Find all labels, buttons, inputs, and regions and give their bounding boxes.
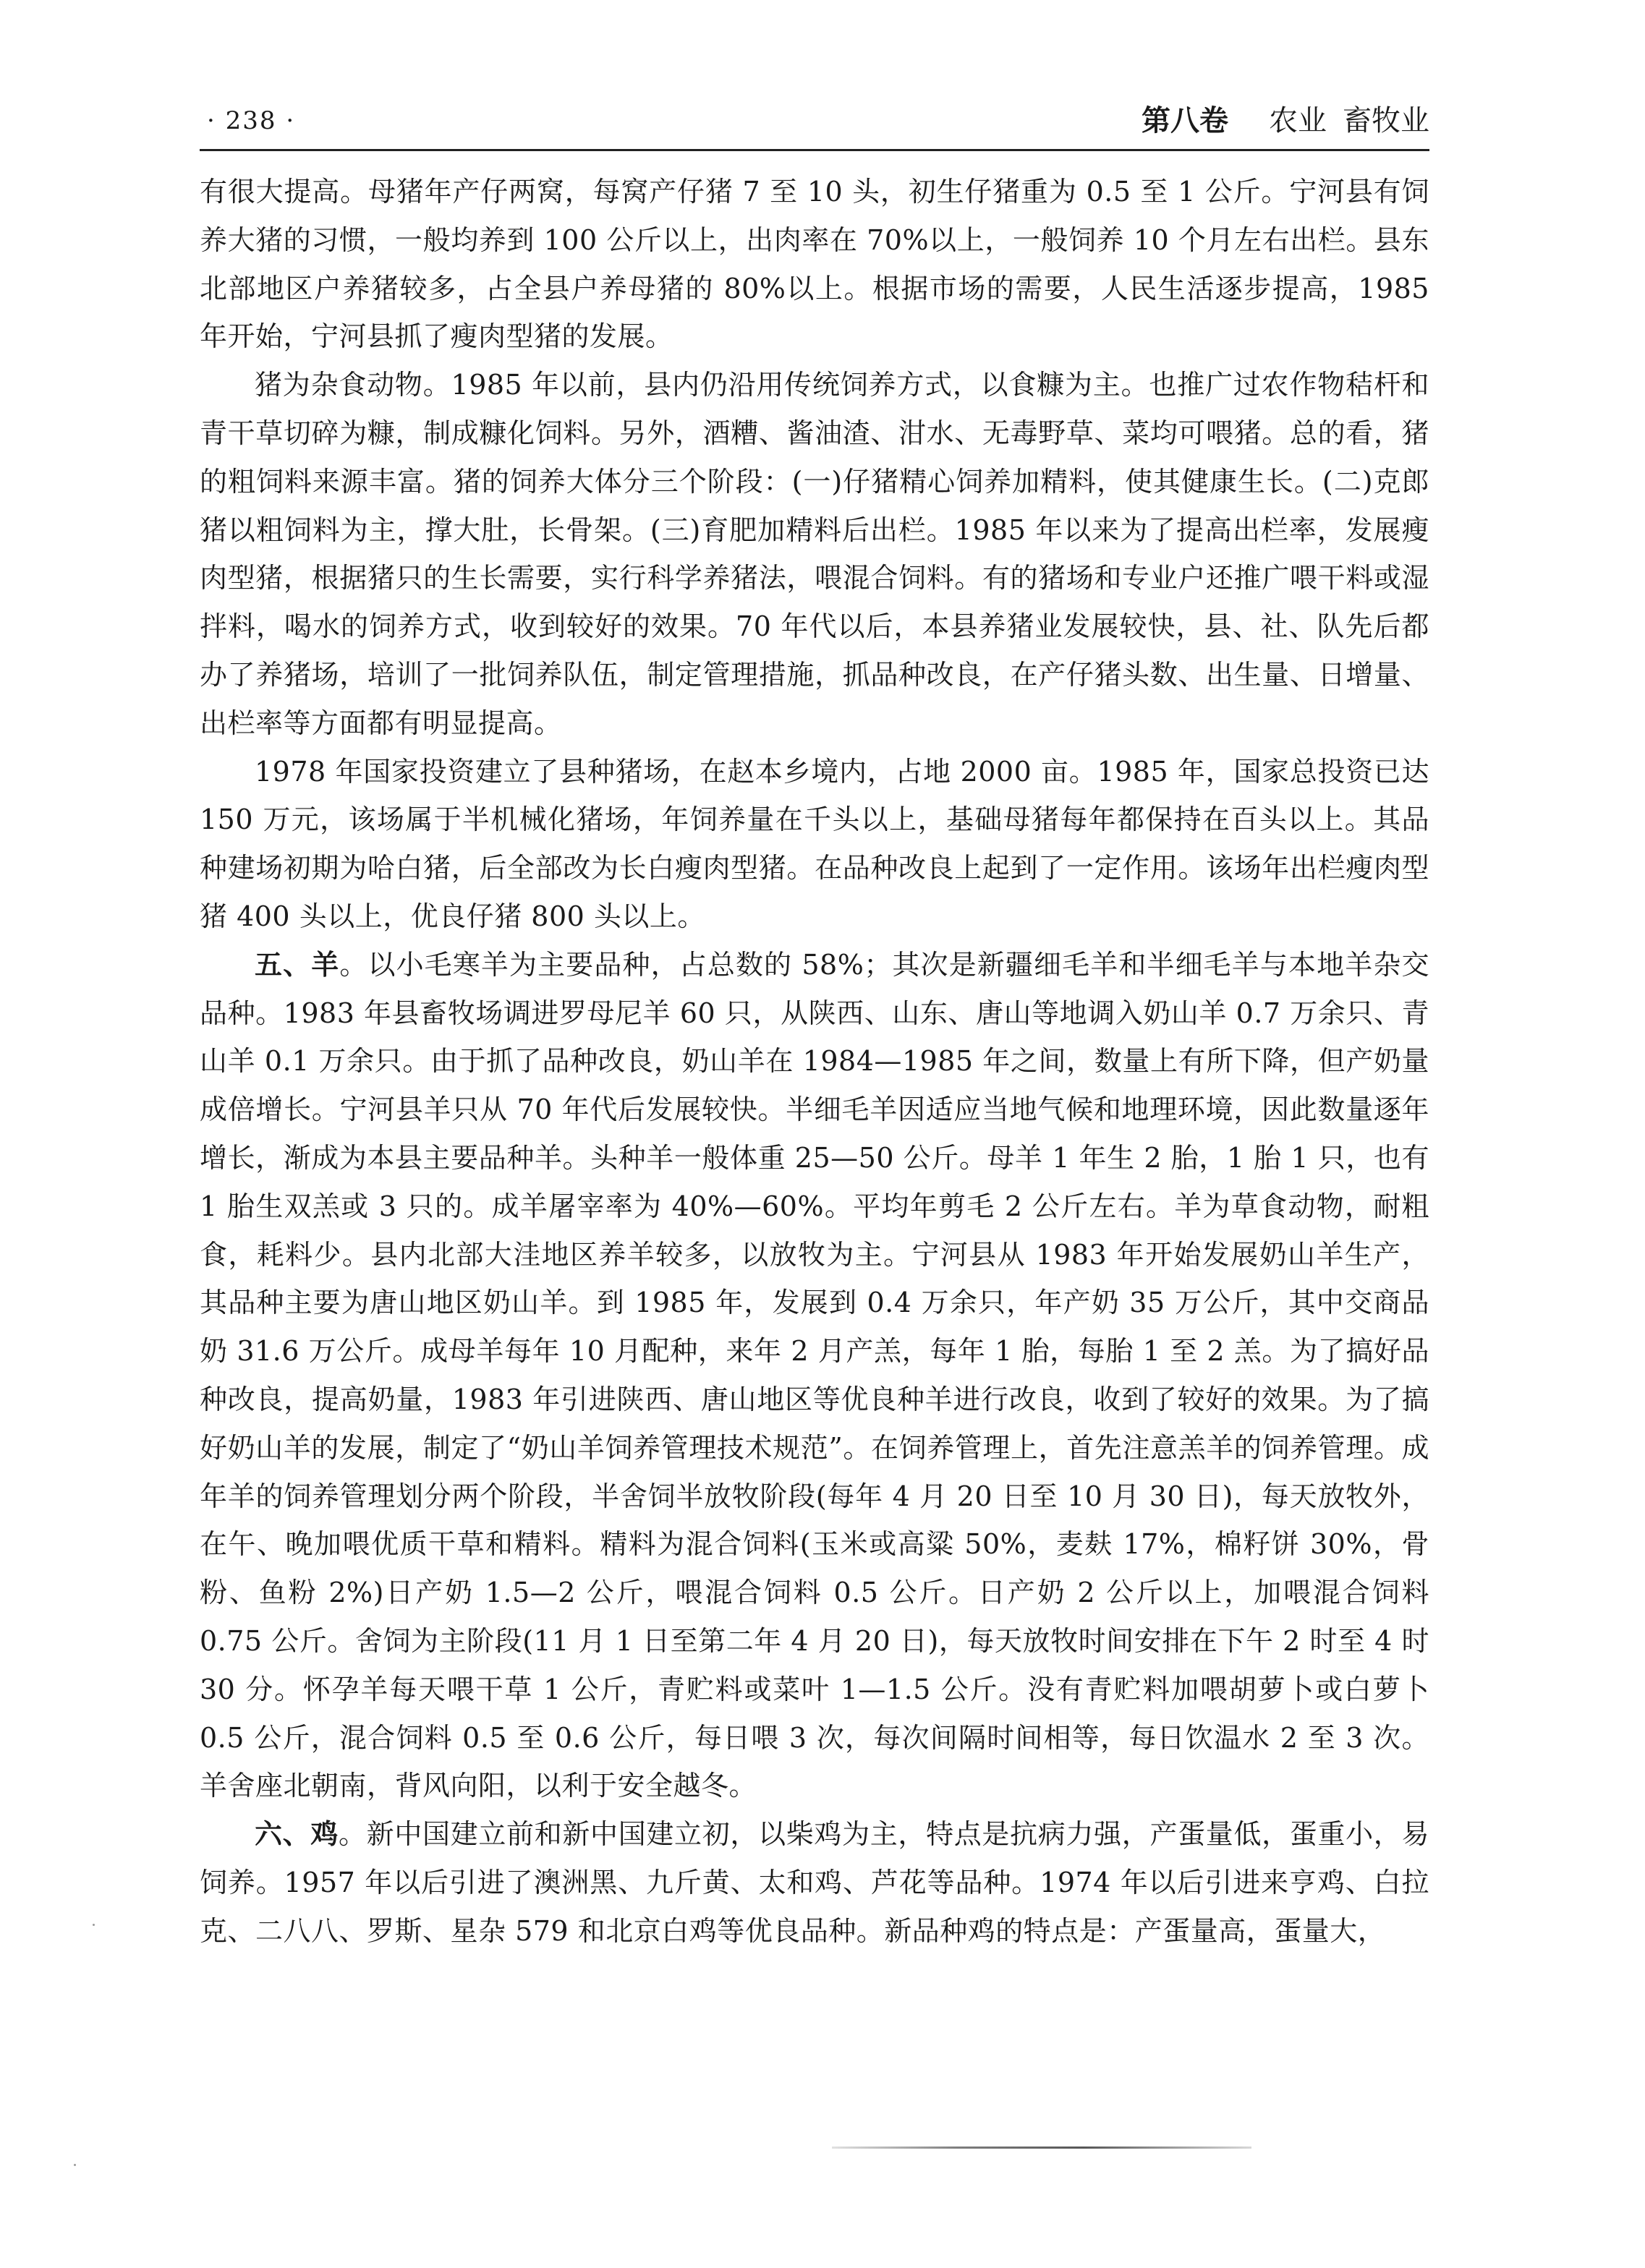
- paragraph-text: 。以小毛寒羊为主要品种，占总数的 58%；其次是新疆细毛羊和半细毛羊与本地羊杂交品种。1983 年县畜牧场调进罗母尼羊 60 只，从陕西、山东、唐山等地调入奶山羊 0.7 万余只、青山羊 0.1 万余只。由于抓了品种改良，奶山羊在 1984—1985 年之间，数量上有所下降，但产奶量成倍增长。宁河县羊只从 70 年代后发展较快。半细毛羊因适应当地气候和地理环境，因此数量逐年增长，渐成为本县主要品种羊。头种羊一般体重 25—50 公斤。母羊 1 年生 2 胎，1 胎 1 只，也有 1 胎生双羔或 3 只的。成羊屠宰率为 40%—60%。平均年剪毛 2 公斤左右。羊为草食动物，耐粗食，耗料少。县内北部大洼地区养羊较多，以放牧为主。宁河县从 1983 年开始发展奶山羊生产，其品种主要为唐山地区奶山羊。到 1985 年，发展到 0.4 万余只，年产奶 35 万公斤，其中交商品奶 31.6 万公斤。成母羊每年 10 月配种，来年 2 月产羔，每年 1 胎，每胎 1 至 2 羔。为了搞好品种改良，提高奶量，1983 年引进陕西、唐山地区等优良种羊进行改良，收到了较好的效果。为了搞好奶山羊的发展，制定了“奶山羊饲养管理技术规范”。在饲养管理上，首先注意羔羊的饲养管理。成年羊的饲养管理划分两个阶段，半舍饲半放牧阶段(每年 4 月 20 日至 10 月 30 日)，每天放牧外，在午、晚加喂优质干草和精料。精料为混合饲料(玉米或高粱 50%，麦麸 17%，棉籽饼 30%，骨粉、鱼粉 2%)日产奶 1.5—2 公斤，喂混合饲料 0.5 公斤。日产奶 2 公斤以上，加喂混合饲料 0.75 公斤。舍饲为主阶段(11 月 1 日至第二年 4 月 20 日)，每天放牧时间安排在下午 2 时至 4 时 30 分。怀孕羊每天喂干草 1 公斤，青贮料或菜叶 1—1.5 公斤。没有青贮料加喂胡萝卜或白萝卜 0.5 公斤，混合饲料 0.5 至 0.6 公斤，每日喂 3 次，每次间隔时间相等，每日饮温水 2 至 3 次。羊舍座北朝南，背风向阳，以利于安全越冬。: [200, 948, 1429, 1802]
- page-number: · 238 ·: [207, 106, 296, 135]
- paragraph-text: 有很大提高。母猪年产仔两窝，每窝产仔猪 7 至 10 头，初生仔猪重为 0.5 至 1 公斤。宁河县有饲养大猪的习惯，一般均养到 100 公斤以上，出肉率在 70%以上，一般饲养 10 个月左右出栏。县东北部地区户养猪较多，占全县户养母猪的 80%以上。根据市场的需要，人民生活逐步提高，1985 年开始，宁河县抓了瘦肉型猪的发展。: [200, 176, 1429, 353]
- section-heading-sheep: 五、羊: [255, 947, 340, 981]
- scan-artifact-line: [832, 2146, 1251, 2149]
- paragraph-text: 猪为杂食动物。1985 年以前，县内仍沿用传统饲养方式，以食糠为主。也推广过农作物秸杆和青干草切碎为糠，制成糠化饲料。另外，酒糟、酱油渣、泔水、无毒野草、菜均可喂猪。总的看，猪的粗饲料来源丰富。猪的饲养大体分三个阶段：(一)仔猪精心饲养加精料，使其健康生长。(二)克郎猪以粗饲料为主，撑大肚，长骨架。(三)育肥加精料后出栏。1985 年以来为了提高出栏率，发展瘦肉型猪，根据猪只的生长需要，实行科学养猪法，喂混合饲料。有的猪场和专业户还推广喂干料或湿拌料，喝水的饲养方式，收到较好的效果。70 年代以后，本县养猪业发展较快，县、社、队先后都办了养猪场，培训了一批饲养队伍，制定管理措施，抓品种改良，在产仔猪头数、出生量、日增量、出栏率等方面都有明显提高。: [200, 369, 1429, 739]
- volume-label: 第八卷: [1142, 103, 1228, 137]
- body-text: [200, 168, 1429, 1955]
- running-head: [1142, 103, 1429, 139]
- section-label-agriculture: 农业: [1269, 104, 1327, 137]
- section-label-animal-husbandry: 畜牧业: [1343, 104, 1429, 137]
- paragraph-text: 1978 年国家投资建立了县种猪场，在赵本乡境内，占地 2000 亩。1985 年，国家总投资已达 150 万元，该场属于半机械化猪场，年饲养量在千头以上，基础母猪每年都保持在百头以上。其品种建场初期为哈白猪，后全部改为长白瘦肉型猪。在品种改良上起到了一定作用。该场年出栏瘦肉型猪 400 头以上，优良仔猪 800 头以上。: [200, 755, 1429, 932]
- scan-speck: [74, 2164, 76, 2166]
- paragraph-pig-breeding-continued: [200, 168, 1429, 361]
- paragraph-text: 。新中国建立前和新中国建立初，以柴鸡为主，特点是抗病力强，产蛋量低，蛋重小，易饲养。1957 年以后引进了澳洲黑、九斤黄、太和鸡、芦花等品种。1974 年以后引进来亨鸡、白拉克、二八八、罗斯、星杂 579 和北京白鸡等优良品种。新品种鸡的特点是：产蛋量高，蛋量大，: [200, 1818, 1429, 1947]
- header-divider: [200, 149, 1429, 151]
- paragraph-breeding-farm: [200, 748, 1429, 941]
- paragraph-pig-feeding: [200, 361, 1429, 747]
- paragraph-chicken: [200, 1810, 1429, 1955]
- paragraph-sheep: [200, 941, 1429, 1810]
- scan-speck: [93, 1924, 95, 1926]
- section-heading-chicken: 六、鸡: [255, 1817, 339, 1851]
- page-header: [200, 103, 1429, 146]
